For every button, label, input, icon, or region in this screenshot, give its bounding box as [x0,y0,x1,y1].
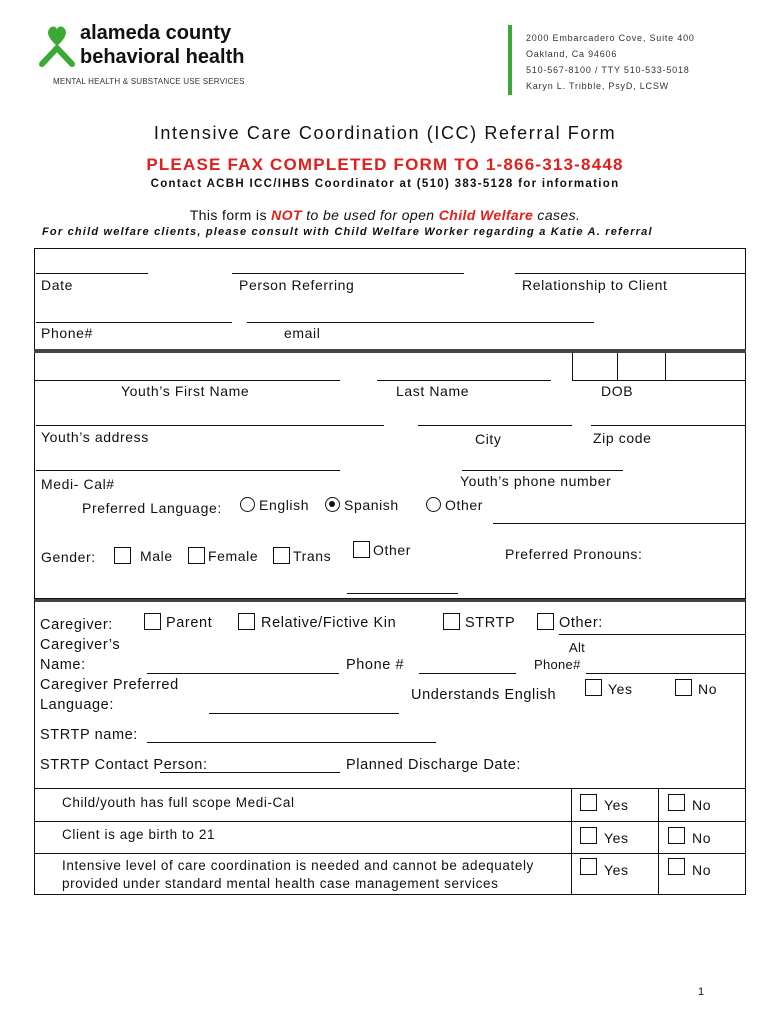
gender-trans-checkbox[interactable] [273,547,290,564]
fax-instruction: PLEASE FAX COMPLETED FORM TO 1-866-313-8448 [146,155,624,174]
criteria-row-3-text-2: provided under standard mental health case management services [62,876,499,891]
understands-yes-label: Yes [608,681,633,697]
city-label: City [475,431,502,447]
caregiver-name-label-1: Caregiver’s [40,637,121,653]
caregiver-label: Caregiver: [40,617,113,633]
caregiver-parent-checkbox[interactable] [144,613,161,630]
gender-other-checkbox[interactable] [353,541,370,558]
caregiver-lang-label-1: Caregiver Preferred [40,677,179,693]
caregiver-name-label-2: Name: [40,657,86,673]
criteria-row-2-text: Client is age birth to 21 [62,827,216,842]
caregiver-lang-label-2: Language: [40,697,114,713]
note-mid: to be used for open [301,207,439,223]
caregiver-lang-field[interactable] [209,713,399,714]
first-name-label: Youth’s First Name [121,383,250,399]
strtp-contact-label: STRTP Contact Person: [40,757,208,773]
email-label: email [284,325,321,341]
gender-female-label: Female [208,548,259,564]
strtp-name-field[interactable] [147,742,436,743]
criteria-row-2-yes-checkbox[interactable] [580,827,597,844]
strtp-contact-field[interactable] [160,772,340,773]
date-field[interactable] [36,273,148,274]
lang-other-radio[interactable] [426,497,441,512]
dob-divider-2 [665,353,666,381]
criteria-row-divider-1 [34,821,746,822]
logo [38,22,278,92]
lang-spanish-label: Spanish [344,497,399,513]
email-field[interactable] [247,322,594,323]
city-field[interactable] [418,425,572,426]
criteria-row-1-yes-checkbox[interactable] [580,794,597,811]
gender-male-checkbox[interactable] [114,547,131,564]
understands-english-label: Understands English [411,687,557,703]
alt-phone-field[interactable] [586,673,746,674]
logo-tagline: MENTAL HEALTH & SUBSTANCE USE SERVICES [53,77,245,86]
date-label: Date [41,277,73,293]
pref-lang-label: Preferred Language: [82,500,222,516]
pronouns-label: Preferred Pronouns: [505,546,643,562]
youth-phone-label: Youth’s phone number [460,473,612,489]
lang-other-field[interactable] [493,523,746,524]
discharge-label: Planned Discharge Date: [346,757,522,773]
caregiver-strtp-checkbox[interactable] [443,613,460,630]
address-line1: 2000 Embarcadero Cove, Suite 400 [526,33,695,43]
understands-yes-checkbox[interactable] [585,679,602,696]
caregiver-other-label: Other: [559,615,603,631]
criteria-row-1-no-label: No [692,797,712,813]
criteria-col-divider-2 [658,789,659,895]
lang-english-label: English [259,497,310,513]
criteria-row-3-no-label: No [692,862,712,878]
caregiver-phone-label: Phone # [346,657,405,673]
person-referring-label: Person Referring [239,277,355,293]
alt-phone-label-2: Phone# [534,657,581,672]
relationship-field[interactable] [515,273,745,274]
caregiver-other-checkbox[interactable] [537,613,554,630]
lang-spanish-radio[interactable] [325,497,340,512]
last-name-field[interactable] [377,380,551,381]
dob-field[interactable] [572,353,746,381]
dob-label: DOB [601,383,634,399]
note-pre: This form is [189,207,272,223]
criteria-row-1-yes-label: Yes [604,797,629,813]
criteria-col-divider-1 [571,789,572,895]
heart-logo-icon [38,24,76,70]
alt-phone-label-1: Alt [569,640,586,655]
criteria-row-2-yes-label: Yes [604,830,629,846]
logo-line1: alameda county [80,22,232,44]
caregiver-relative-label: Relative/Fictive Kin [261,615,397,631]
criteria-row-divider-2 [34,853,746,854]
gender-male-label: Male [140,548,173,564]
strtp-name-label: STRTP name: [40,727,138,743]
criteria-row-3-text-1: Intensive level of care coordination is needed and cannot be adequately [62,858,534,873]
medi-cal-field[interactable] [36,470,340,471]
logo-line2: behavioral health [80,46,245,68]
contact-instruction: Contact ACBH ICC/IHBS Coordinator at (510) 383-5128 for information [150,178,620,190]
person-referring-field[interactable] [232,273,464,274]
criteria-row-1-text: Child/youth has full scope Medi-Cal [62,795,295,810]
criteria-row-3-yes-label: Yes [604,862,629,878]
phone-label: Phone# [41,325,93,341]
address-line3: 510-567-8100 / TTY 510-533-5018 [526,65,690,75]
note-child-welfare: Child Welfare [438,207,534,223]
address-line4: Karyn L. Tribble, PsyD, LCSW [526,81,669,91]
caregiver-phone-field[interactable] [419,673,516,674]
zip-label: Zip code [593,430,652,446]
address-field[interactable] [36,425,384,426]
first-name-field[interactable] [34,380,340,381]
address-label: Youth’s address [41,429,149,445]
understands-no-checkbox[interactable] [675,679,692,696]
caregiver-name-field[interactable] [147,673,339,674]
referrer-section [34,248,746,352]
address-line2: Oakland, Ca 94606 [526,49,618,59]
note-not: NOT [271,207,302,223]
gender-other-label: Other [373,542,412,558]
not-for-child-welfare-note [0,207,770,223]
caregiver-relative-checkbox[interactable] [238,613,255,630]
criteria-row-3-no-checkbox[interactable] [668,858,685,875]
criteria-row-2-no-checkbox[interactable] [668,827,685,844]
form-title: Intensive Care Coordination (ICC) Referral Form [153,123,617,143]
note-post: cases. [533,207,581,223]
zip-field[interactable] [591,425,746,426]
caregiver-other-field[interactable] [559,634,746,635]
gender-trans-label: Trans [293,548,332,564]
phone-field[interactable] [36,322,232,323]
caregiver-parent-label: Parent [166,615,213,631]
address-divider [508,25,512,95]
understands-no-label: No [698,681,718,697]
relationship-label: Relationship to Client [522,277,668,293]
caregiver-strtp-label: STRTP [465,615,516,631]
child-welfare-line: For child welfare clients, please consult with Child Welfare Worker regarding a Katie A. referral [42,226,653,238]
lang-other-label: Other [445,497,484,513]
lang-english-radio[interactable] [240,497,255,512]
dob-divider-1 [617,353,618,381]
gender-label: Gender: [41,549,96,565]
medi-cal-label: Medi- Cal# [41,476,115,492]
criteria-row-2-no-label: No [692,830,712,846]
last-name-label: Last Name [396,383,470,399]
youth-phone-field[interactable] [462,470,623,471]
gender-other-field[interactable] [347,593,458,594]
criteria-row-1-no-checkbox[interactable] [668,794,685,811]
gender-female-checkbox[interactable] [188,547,205,564]
criteria-row-3-yes-checkbox[interactable] [580,858,597,875]
page-number: 1 [698,986,705,998]
